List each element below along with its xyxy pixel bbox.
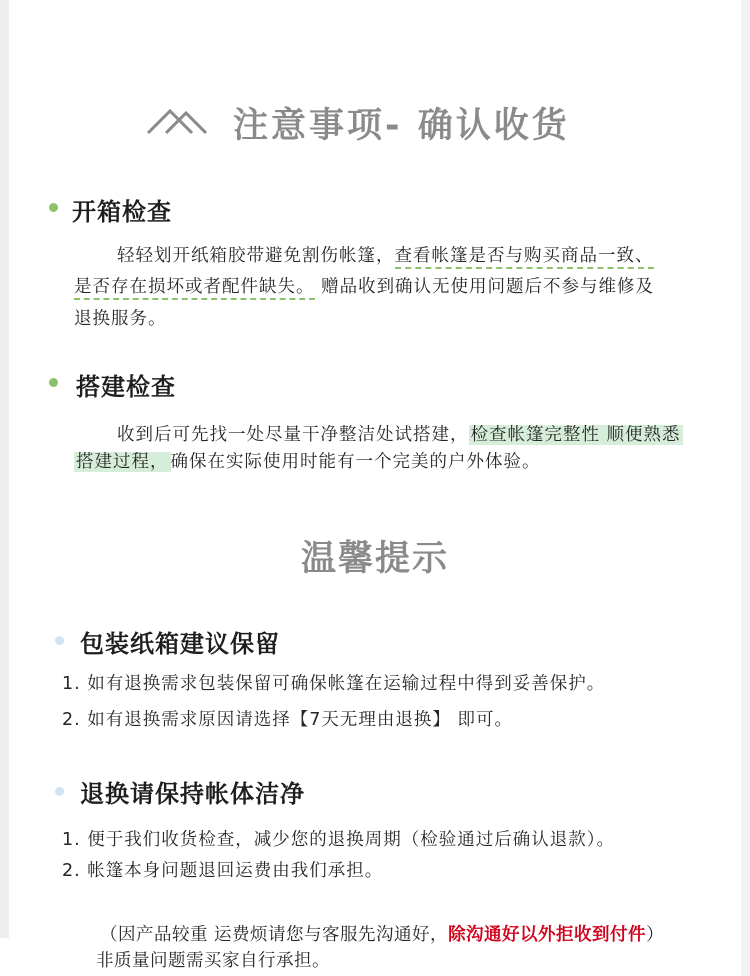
mountain-peaks-icon xyxy=(146,107,208,135)
unboxing-line-3: 退换服务。 xyxy=(74,309,167,329)
right-margin-strip xyxy=(741,0,750,976)
tips-title: 温馨提示 xyxy=(300,539,449,579)
clean-section-title: 退换请保持帐体洁净 xyxy=(80,780,305,808)
unboxing-line-1a: 轻轻划开纸箱胶带避免割伤帐篷， xyxy=(117,246,395,266)
blue-bullet-dot xyxy=(55,787,64,796)
setup-line-2b: 确保在实际使用时能有一个完美的户外体验。 xyxy=(170,452,541,472)
unboxing-line-2a: 是否存在损坏或者配件缺失。 xyxy=(74,277,315,300)
packaging-item-2: 2. 如有退换需求原因请选择【7天无理由退换】 即可。 xyxy=(62,710,513,730)
page-title: 注意事项- 确认收货 xyxy=(233,106,570,146)
unboxing-line-2 xyxy=(74,273,654,298)
green-bullet-dot xyxy=(49,378,58,387)
setup-line-1b: 检查帐篷完整性 顺便熟悉 xyxy=(470,425,681,445)
unboxing-section-title: 开箱检查 xyxy=(72,198,172,226)
left-margin-strip xyxy=(0,0,9,938)
shipping-note-warning: 除沟通好以外拒收到付件 xyxy=(448,925,647,945)
shipping-note-line-1 xyxy=(100,921,664,946)
blue-bullet-dot xyxy=(55,636,64,645)
shipping-note-close: ） xyxy=(646,925,665,945)
setup-line-1a: 收到后可先找一处尽量干净整洁处试搭建， xyxy=(117,425,469,445)
setup-section-title: 搭建检查 xyxy=(76,373,176,401)
unboxing-line-2b: 赠品收到确认无使用问题后不参与维修及 xyxy=(314,277,655,297)
unboxing-line-1b: 查看帐篷是否与购买商品一致、 xyxy=(395,246,654,269)
clean-item-1: 1. 便于我们收货检查，减少您的退换周期（检验通过后确认退款）。 xyxy=(62,830,616,850)
packaging-section-title: 包装纸箱建议保留 xyxy=(80,630,280,658)
clean-item-2: 2. 帐篷本身问题退回运费由我们承担。 xyxy=(62,861,384,881)
unboxing-line-1 xyxy=(117,242,654,267)
setup-line-2 xyxy=(74,448,541,473)
shipping-note-text: （因产品较重 运费烦请您与客服先沟通好， xyxy=(100,925,449,945)
shipping-note-line-2: 非质量问题需买家自行承担。 xyxy=(96,951,330,971)
setup-line-1 xyxy=(117,421,683,446)
green-bullet-dot xyxy=(49,203,58,212)
setup-line-2a: 搭建过程， xyxy=(76,452,169,472)
packaging-item-1: 1. 如有退换需求包装保留可确保帐篷在运输过程中得到妥善保护。 xyxy=(62,674,606,694)
